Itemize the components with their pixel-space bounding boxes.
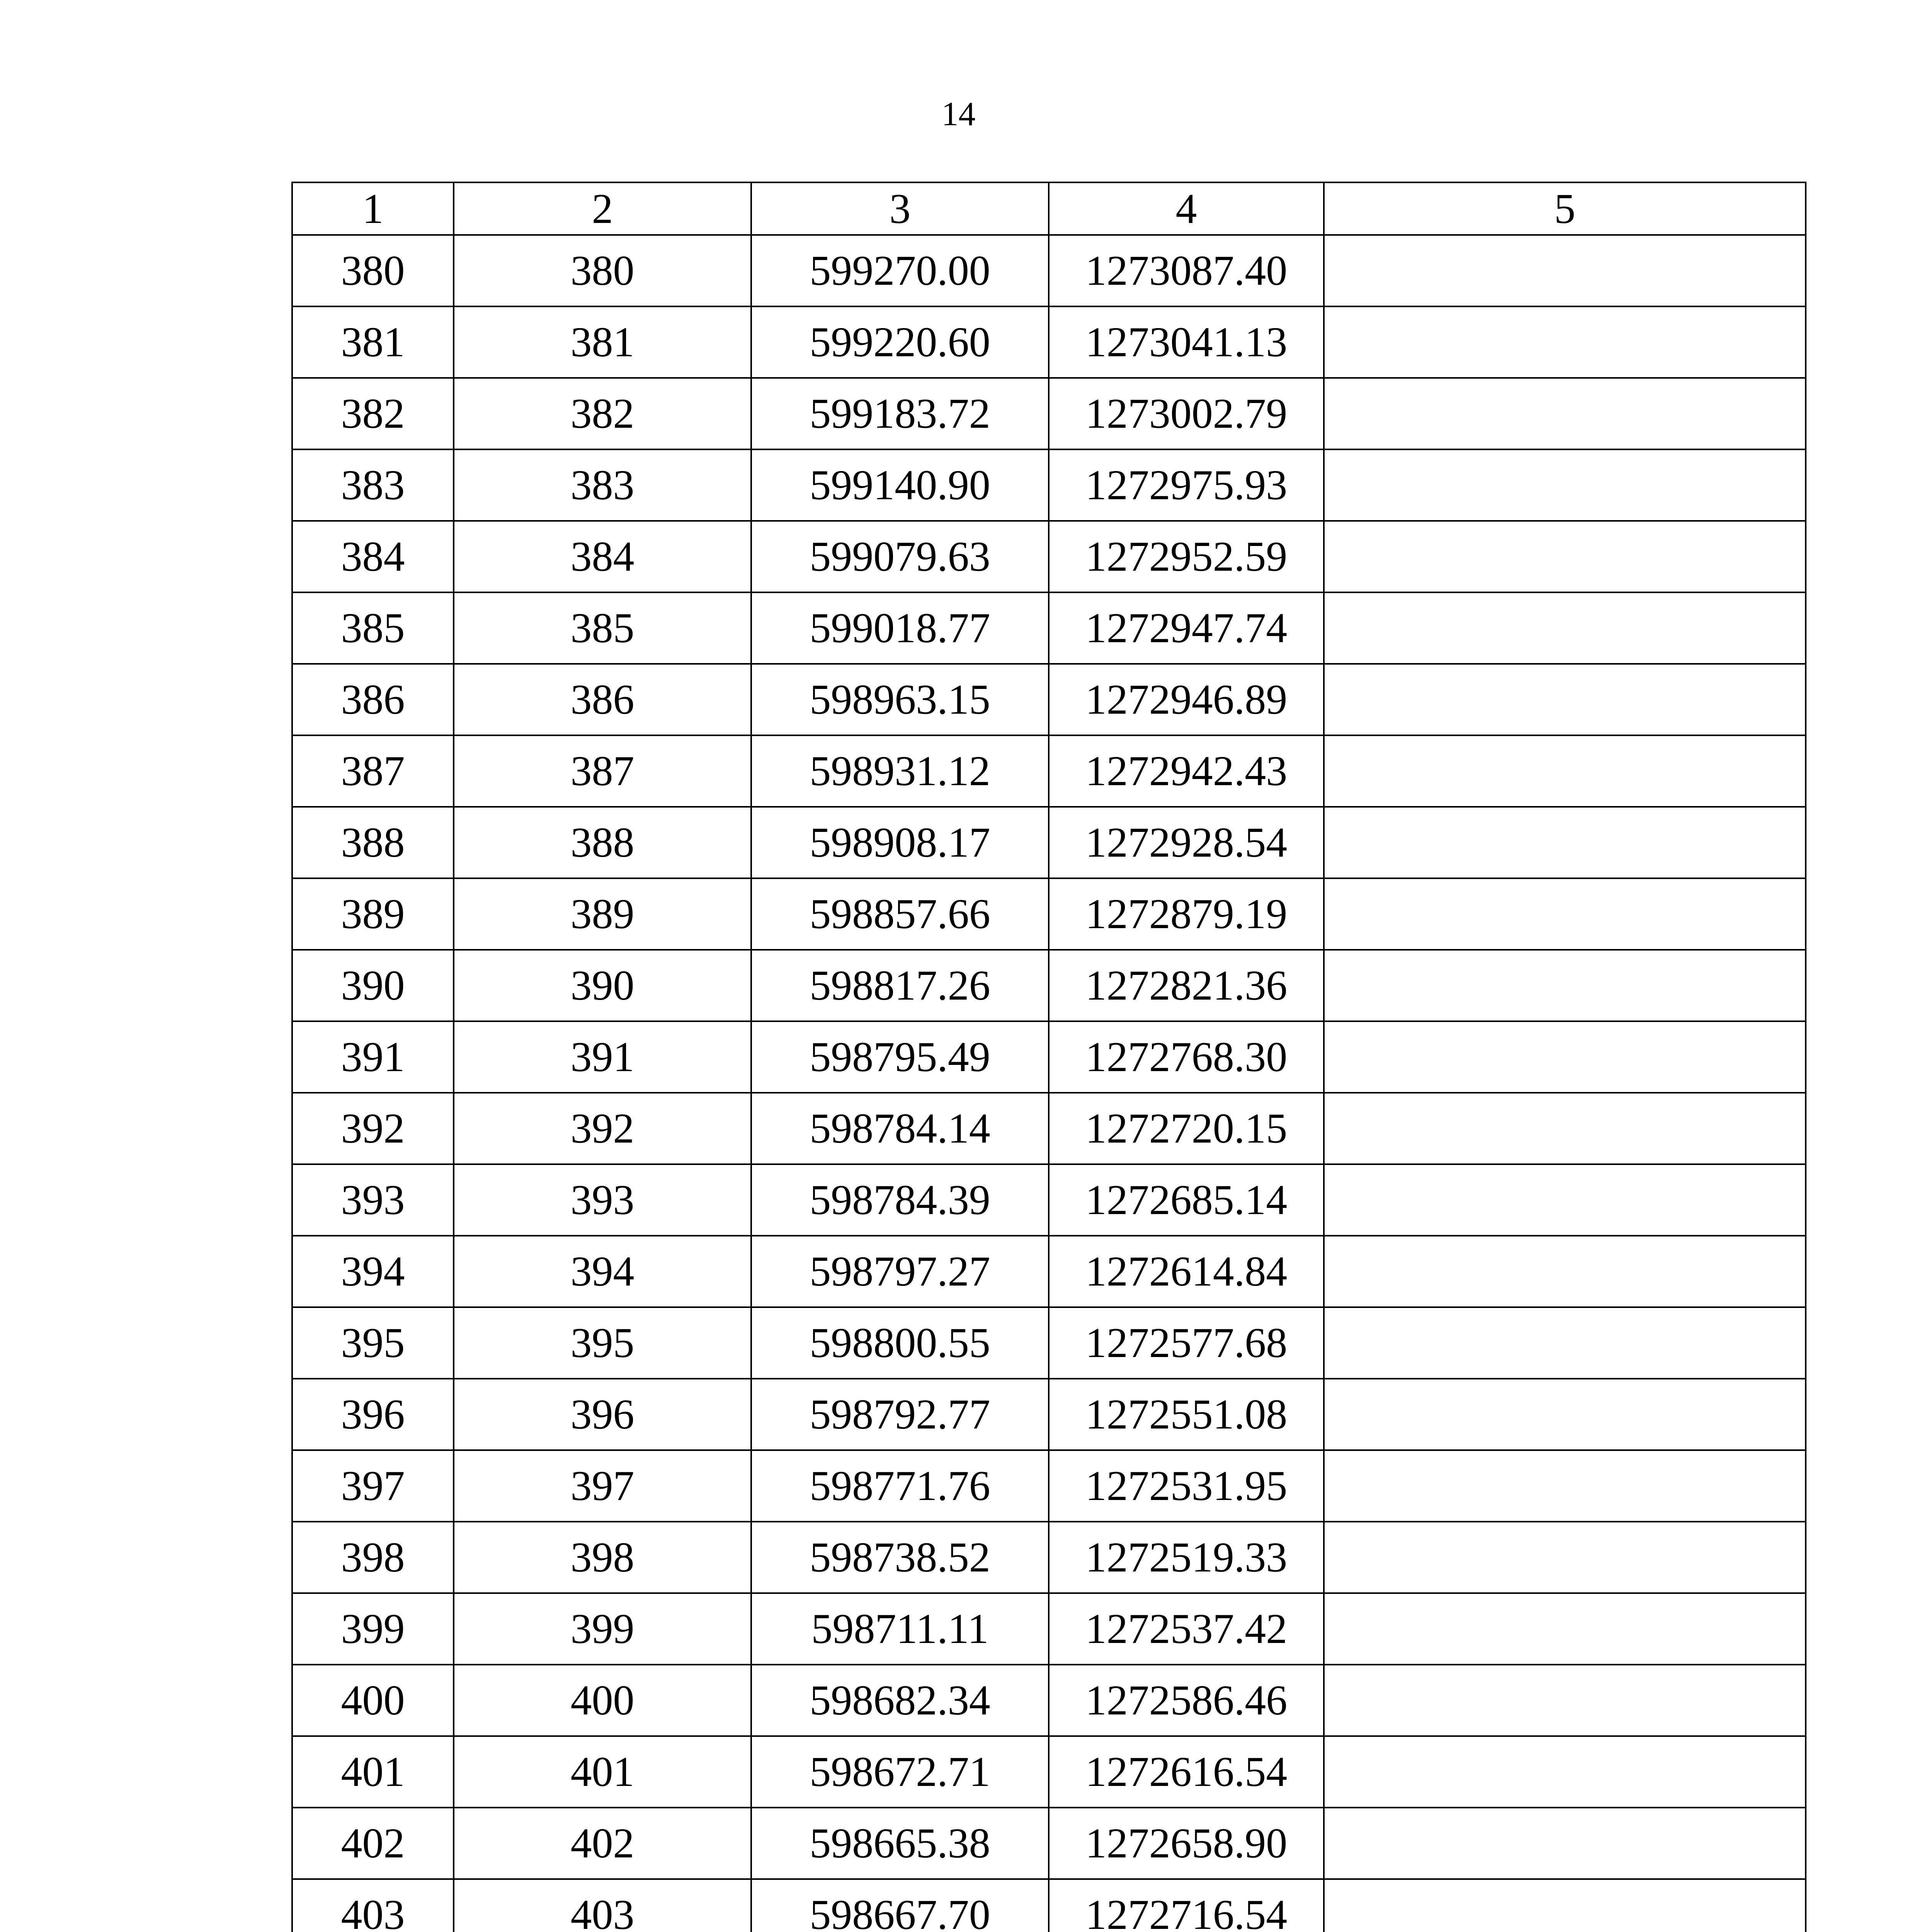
cell-point-id: 388 xyxy=(454,807,751,878)
cell-point-number: 392 xyxy=(292,1093,454,1164)
cell-point-id: 402 xyxy=(454,1808,751,1879)
cell-x-coordinate: 599270.00 xyxy=(751,235,1049,306)
table-row xyxy=(292,1307,1806,1379)
cell-note xyxy=(1324,1665,1806,1736)
cell-point-number: 400 xyxy=(292,1665,454,1736)
cell-note xyxy=(1324,1879,1806,1932)
table-row xyxy=(292,664,1806,735)
cell-y-coordinate: 1272928.54 xyxy=(1049,807,1324,878)
cell-point-number: 398 xyxy=(292,1522,454,1593)
cell-y-coordinate: 1272975.93 xyxy=(1049,449,1324,521)
table-row xyxy=(292,950,1806,1021)
table-row xyxy=(292,1021,1806,1093)
table-row xyxy=(292,449,1806,521)
cell-note xyxy=(1324,1164,1806,1236)
cell-point-id: 392 xyxy=(454,1093,751,1164)
column-header-2: 2 xyxy=(454,182,751,235)
cell-point-id: 400 xyxy=(454,1665,751,1736)
table-row xyxy=(292,1379,1806,1450)
cell-note xyxy=(1324,378,1806,449)
cell-point-id: 398 xyxy=(454,1522,751,1593)
cell-y-coordinate: 1272942.43 xyxy=(1049,735,1324,807)
cell-point-id: 386 xyxy=(454,664,751,735)
cell-point-number: 393 xyxy=(292,1164,454,1236)
cell-point-id: 384 xyxy=(454,521,751,592)
cell-x-coordinate: 599183.72 xyxy=(751,378,1049,449)
cell-point-number: 395 xyxy=(292,1307,454,1379)
table-row xyxy=(292,378,1806,449)
cell-note xyxy=(1324,1808,1806,1879)
table-row xyxy=(292,878,1806,950)
cell-point-number: 386 xyxy=(292,664,454,735)
cell-note xyxy=(1324,592,1806,664)
cell-y-coordinate: 1272614.84 xyxy=(1049,1236,1324,1307)
cell-y-coordinate: 1272720.15 xyxy=(1049,1093,1324,1164)
cell-y-coordinate: 1272879.19 xyxy=(1049,878,1324,950)
cell-note xyxy=(1324,1093,1806,1164)
cell-point-number: 382 xyxy=(292,378,454,449)
cell-x-coordinate: 598795.49 xyxy=(751,1021,1049,1093)
cell-note xyxy=(1324,1522,1806,1593)
cell-y-coordinate: 1272716.54 xyxy=(1049,1879,1324,1932)
table-row xyxy=(292,1879,1806,1932)
table-row xyxy=(292,521,1806,592)
cell-note xyxy=(1324,235,1806,306)
cell-x-coordinate: 598784.14 xyxy=(751,1093,1049,1164)
cell-x-coordinate: 599140.90 xyxy=(751,449,1049,521)
cell-x-coordinate: 598963.15 xyxy=(751,664,1049,735)
cell-y-coordinate: 1273087.40 xyxy=(1049,235,1324,306)
cell-point-id: 394 xyxy=(454,1236,751,1307)
cell-x-coordinate: 598672.71 xyxy=(751,1736,1049,1808)
cell-point-number: 399 xyxy=(292,1593,454,1665)
cell-point-number: 384 xyxy=(292,521,454,592)
cell-note xyxy=(1324,1307,1806,1379)
cell-point-number: 394 xyxy=(292,1236,454,1307)
table-row xyxy=(292,306,1806,378)
cell-point-id: 395 xyxy=(454,1307,751,1379)
table-row xyxy=(292,1164,1806,1236)
cell-x-coordinate: 598711.11 xyxy=(751,1593,1049,1665)
cell-point-number: 388 xyxy=(292,807,454,878)
cell-point-number: 397 xyxy=(292,1450,454,1522)
cell-note xyxy=(1324,1236,1806,1307)
cell-point-number: 381 xyxy=(292,306,454,378)
cell-note xyxy=(1324,1021,1806,1093)
cell-y-coordinate: 1272586.46 xyxy=(1049,1665,1324,1736)
cell-point-id: 399 xyxy=(454,1593,751,1665)
cell-x-coordinate: 598784.39 xyxy=(751,1164,1049,1236)
cell-x-coordinate: 598792.77 xyxy=(751,1379,1049,1450)
cell-point-id: 390 xyxy=(454,950,751,1021)
column-header-3: 3 xyxy=(751,182,1049,235)
column-header-5: 5 xyxy=(1324,182,1806,235)
cell-y-coordinate: 1272685.14 xyxy=(1049,1164,1324,1236)
cell-point-id: 381 xyxy=(454,306,751,378)
cell-note xyxy=(1324,664,1806,735)
cell-y-coordinate: 1272616.54 xyxy=(1049,1736,1324,1808)
cell-point-number: 391 xyxy=(292,1021,454,1093)
table-body xyxy=(292,235,1806,1932)
cell-y-coordinate: 1272658.90 xyxy=(1049,1808,1324,1879)
cell-point-number: 396 xyxy=(292,1379,454,1450)
cell-x-coordinate: 598682.34 xyxy=(751,1665,1049,1736)
cell-x-coordinate: 598738.52 xyxy=(751,1522,1049,1593)
cell-note xyxy=(1324,735,1806,807)
cell-y-coordinate: 1272519.33 xyxy=(1049,1522,1324,1593)
cell-x-coordinate: 599018.77 xyxy=(751,592,1049,664)
table-row xyxy=(292,1236,1806,1307)
table-row xyxy=(292,1808,1806,1879)
column-header-1: 1 xyxy=(292,182,454,235)
cell-point-number: 403 xyxy=(292,1879,454,1932)
cell-point-id: 393 xyxy=(454,1164,751,1236)
cell-point-id: 403 xyxy=(454,1879,751,1932)
cell-point-number: 385 xyxy=(292,592,454,664)
cell-point-number: 387 xyxy=(292,735,454,807)
cell-point-id: 391 xyxy=(454,1021,751,1093)
table-row xyxy=(292,735,1806,807)
cell-x-coordinate: 599220.60 xyxy=(751,306,1049,378)
cell-note xyxy=(1324,1736,1806,1808)
cell-y-coordinate: 1272551.08 xyxy=(1049,1379,1324,1450)
cell-point-id: 383 xyxy=(454,449,751,521)
table-row xyxy=(292,1450,1806,1522)
cell-point-number: 383 xyxy=(292,449,454,521)
coordinates-table xyxy=(291,182,1806,1932)
table-row xyxy=(292,1593,1806,1665)
cell-x-coordinate: 598931.12 xyxy=(751,735,1049,807)
cell-y-coordinate: 1272952.59 xyxy=(1049,521,1324,592)
cell-point-id: 382 xyxy=(454,378,751,449)
cell-y-coordinate: 1272537.42 xyxy=(1049,1593,1324,1665)
cell-y-coordinate: 1272821.36 xyxy=(1049,950,1324,1021)
column-header-4: 4 xyxy=(1049,182,1324,235)
cell-point-number: 380 xyxy=(292,235,454,306)
table-row xyxy=(292,1522,1806,1593)
cell-point-number: 402 xyxy=(292,1808,454,1879)
cell-y-coordinate: 1272768.30 xyxy=(1049,1021,1324,1093)
cell-y-coordinate: 1272946.89 xyxy=(1049,664,1324,735)
cell-y-coordinate: 1273041.13 xyxy=(1049,306,1324,378)
cell-y-coordinate: 1273002.79 xyxy=(1049,378,1324,449)
cell-note xyxy=(1324,306,1806,378)
page-number: 14 xyxy=(941,95,976,133)
cell-point-id: 387 xyxy=(454,735,751,807)
cell-point-number: 389 xyxy=(292,878,454,950)
table-row xyxy=(292,1736,1806,1808)
cell-point-id: 397 xyxy=(454,1450,751,1522)
cell-x-coordinate: 598665.38 xyxy=(751,1808,1049,1879)
cell-y-coordinate: 1272577.68 xyxy=(1049,1307,1324,1379)
cell-x-coordinate: 598817.26 xyxy=(751,950,1049,1021)
cell-note xyxy=(1324,1379,1806,1450)
cell-note xyxy=(1324,1593,1806,1665)
table-header xyxy=(292,182,1806,235)
table-row xyxy=(292,592,1806,664)
cell-x-coordinate: 598800.55 xyxy=(751,1307,1049,1379)
cell-x-coordinate: 598908.17 xyxy=(751,807,1049,878)
cell-x-coordinate: 598797.27 xyxy=(751,1236,1049,1307)
cell-point-id: 385 xyxy=(454,592,751,664)
cell-note xyxy=(1324,878,1806,950)
cell-x-coordinate: 599079.63 xyxy=(751,521,1049,592)
cell-point-number: 390 xyxy=(292,950,454,1021)
cell-point-id: 396 xyxy=(454,1379,751,1450)
table-row xyxy=(292,1093,1806,1164)
cell-x-coordinate: 598667.70 xyxy=(751,1879,1049,1932)
cell-note xyxy=(1324,950,1806,1021)
cell-point-id: 380 xyxy=(454,235,751,306)
cell-x-coordinate: 598771.76 xyxy=(751,1450,1049,1522)
header-row xyxy=(292,182,1806,235)
cell-y-coordinate: 1272531.95 xyxy=(1049,1450,1324,1522)
table-row xyxy=(292,235,1806,306)
cell-note xyxy=(1324,449,1806,521)
cell-y-coordinate: 1272947.74 xyxy=(1049,592,1324,664)
cell-point-number: 401 xyxy=(292,1736,454,1808)
cell-x-coordinate: 598857.66 xyxy=(751,878,1049,950)
cell-note xyxy=(1324,521,1806,592)
cell-point-id: 401 xyxy=(454,1736,751,1808)
table-row xyxy=(292,1665,1806,1736)
table-row xyxy=(292,807,1806,878)
cell-point-id: 389 xyxy=(454,878,751,950)
cell-note xyxy=(1324,807,1806,878)
cell-note xyxy=(1324,1450,1806,1522)
